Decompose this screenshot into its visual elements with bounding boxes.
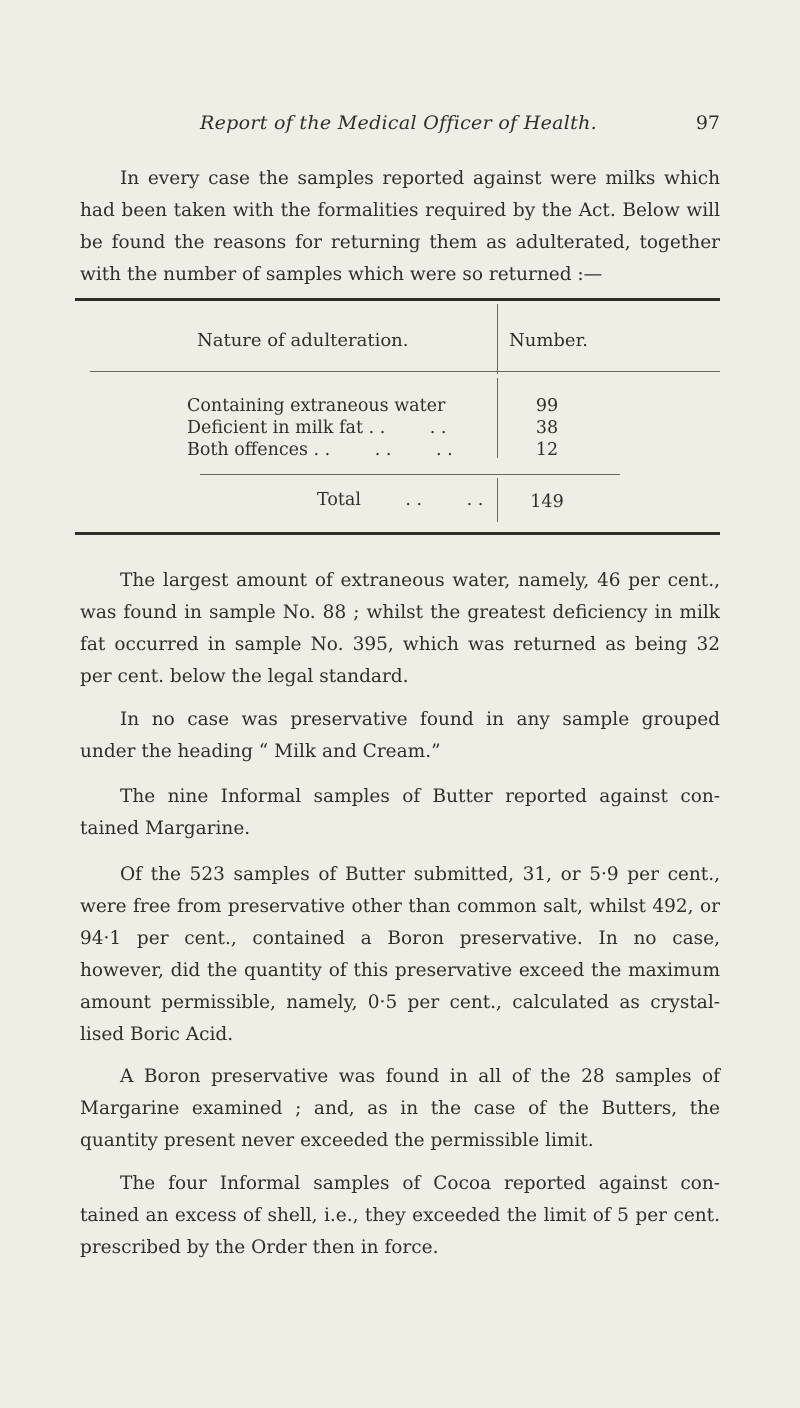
total-value: 149 [530,492,564,512]
paragraph-margarine-boron: A Boron preservative was found in all of the 28 samples of Margarine examined ; and, as in the case of the Butters, the quantity present never exceeded the permissible limit. [80,1066,720,1151]
adulteration-table [75,298,720,538]
header-rule [90,371,720,372]
body-divider [497,378,498,458]
row-value: 12 [535,440,559,460]
running-title: Report of the Medical Officer of Health. [200,112,597,134]
total-divider [497,478,498,522]
paragraph-butter-margarine: The nine Informal samples of Butter reported against con-tained Margarine. [80,786,720,839]
column-header-number: Number. [509,330,588,351]
intro-paragraph: In every case the samples reported against were milks which had been taken with the formalities required by the Act. Below will be found the reasons for returning them as adulterated, together with the number of samples which were so returned :— [80,168,720,285]
paragraph-cocoa: The four Informal samples of Cocoa reported against con-tained an excess of shell, i.e., they exceeded the limit of 5 per cent. prescribed by the Order then in force. [80,1173,720,1258]
row-value: 99 [535,396,559,416]
total-label: Total . . . . [317,490,484,510]
row-label: Both offences . . . . . . [187,440,453,460]
column-header-nature: Nature of adulteration. [197,330,409,351]
row-label: Containing extraneous water [187,396,446,416]
table-bottom-rule [75,532,720,535]
total-rule [200,474,620,475]
page-header [200,112,720,142]
row-value: 38 [535,418,559,438]
row-label: Deficient in milk fat . . . . [187,418,447,438]
paragraph-butter-preservative: Of the 523 samples of Butter submitted, 31, or 5·9 per cent., were free from preservative other than common salt, whilst 492, or 94·1 per cent., contained a Boron preservative. In no case, however, did the quantity of this preservative exceed the maximum amount permissible, namely, 0·5 per cent., calculated as crystal-lised Boric Acid. [80,864,720,1045]
paragraph-milk-cream: In no case was preservative found in any sample grouped under the heading “ Milk and Cream.” [80,709,720,762]
page-number: 97 [695,112,720,134]
header-divider [497,304,498,374]
table-top-rule [75,298,720,301]
paragraph-extraneous-water: The largest amount of extraneous water, namely, 46 per cent., was found in sample No. 88 ; whilst the greatest deficiency in milk fat occurred in sample No. 395, which was returned as being 32 per cent. below the legal standard. [80,570,720,687]
